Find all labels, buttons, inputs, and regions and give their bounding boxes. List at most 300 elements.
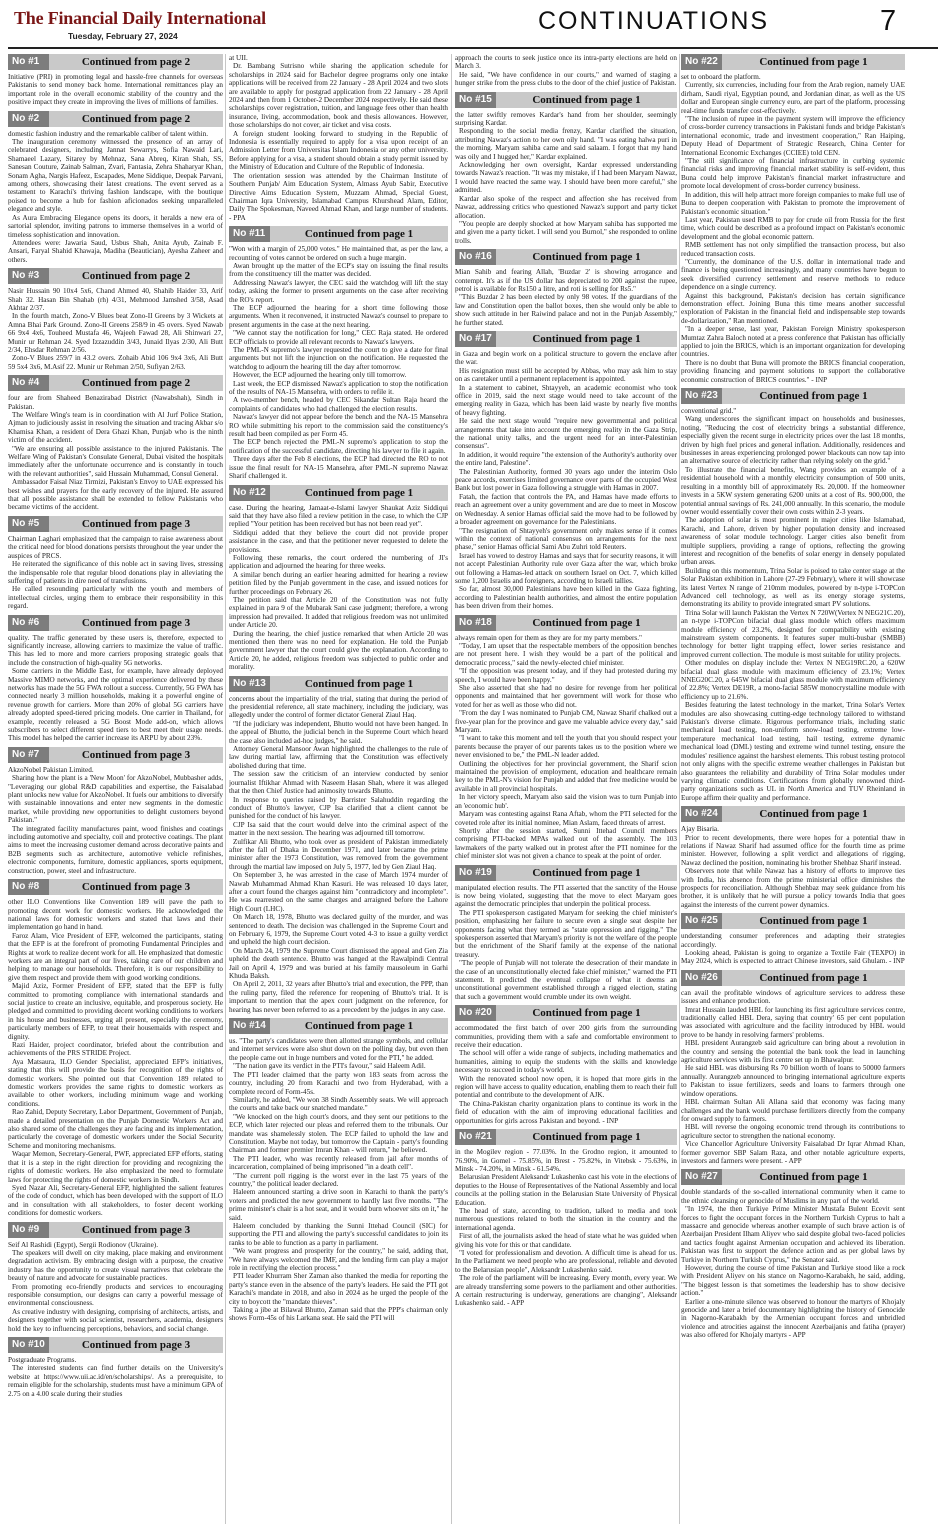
story-block xyxy=(8,375,223,512)
story-body xyxy=(681,407,905,802)
story-block xyxy=(681,54,905,384)
story-header xyxy=(8,268,223,284)
continued-from-label: Continued from page 1 xyxy=(270,226,448,242)
continued-from-label: Continued from page 1 xyxy=(722,54,905,70)
continued-from-label: Continued from page 2 xyxy=(49,54,223,70)
story-header xyxy=(229,226,448,242)
story-paragraph: Last week, the ECP dismissed Nawaz's application to stop the notification of the results of NA-15 Mansehra, with orders to refile it. xyxy=(229,379,448,397)
story-header xyxy=(8,54,223,70)
story-header xyxy=(681,1169,905,1185)
story-block xyxy=(8,54,223,107)
story-paragraph: The Welfare Wing's team is in coordination with Al Jurf Police Station, Ajman to judiciously assist in resolving the situation and tracing Akbar s/o Khamisa Khan, a resident of Dera Ghazi Khan, Punjab who is the ninth victim of the accident. xyxy=(8,411,223,445)
story-number-label: No #4 xyxy=(8,375,49,391)
continued-from-label: Continued from page 2 xyxy=(49,111,223,127)
story-header xyxy=(455,1129,677,1145)
continued-from-label: Continued from page 1 xyxy=(496,331,677,347)
story-paragraph: Addressing Nawaz's lawyer, the CEC said the watchdog will lift the stay today, asking the former to present arguments on the case after receiving the RO's report. xyxy=(229,278,448,304)
story-block xyxy=(681,1169,905,1339)
story-block xyxy=(8,1222,223,1333)
story-paragraph: Similarly, he added, "We won 38 Sindh Assembly seats. We will approach the courts and take back our snatched mandate." xyxy=(229,1095,448,1113)
story-paragraph: Acknowledging her own oversight, Kardar expressed understanding towards Nawaz's reaction. "It was my mistake, if I had been Maryam Nawaz, I would have reacted the same way. I should have been more careful," she admitted. xyxy=(455,161,677,195)
story-block xyxy=(229,1018,448,1323)
continued-from-label: Continued from page 1 xyxy=(722,1169,905,1185)
story-paragraph: conventional grid." xyxy=(681,407,737,416)
story-paragraph: Against this background, Pakistan's decision has certain significance demonstration effect. Joining Buna this time means another successful exploration of Pakistan in the financial field and indispensable step towards de-dollarization," Ran mentioned. xyxy=(681,291,905,325)
masthead-rule xyxy=(8,47,938,49)
story-block xyxy=(455,331,677,611)
story-block xyxy=(8,879,223,1217)
masthead xyxy=(8,6,938,44)
story-paragraph: HBL president Aurangzeb said agriculture can bring about a revolution in the country and sensing the potential the bank took the lead in launching agriculture services with its first centre set up in Bhawalpur. xyxy=(681,1039,905,1065)
story-paragraph: The inauguration ceremony witnessed the presence of an array of celebrated designers, including Jannat Sewarrys, Sofia Nawaid Lari, Shamaeel Lazary, Sitarey by Mehnaz, Sana Abreq, Kiran Shah, SS, Sanesan Couture, Zainab Salman, Zvari, Fantasia, Zehra Shaharyar Khan, Sonam Agha, Nargis Hafeez, Escapades, Mene Siddique, Deepak Parvani, among others, showcasing their latest creations. The event served as a testament to Karachi's thriving fashion landscape, with the boutique poised to become a hub for fashion aficionados seeking unparalleled elegance and style. xyxy=(8,138,223,214)
story-block xyxy=(229,676,448,1014)
story-paragraph: Chairman Laghari emphasized that the campaign to raise awareness about the critical need for blood donations persists throughout the year under the auspices of PRCS. xyxy=(8,534,223,560)
story-header xyxy=(681,970,905,986)
story-paragraph: Awan brought up the matter of the ECP's stay on issuing the final results from the constituency till the matter was decided. xyxy=(229,261,448,279)
story-paragraph: Attendees were: Jawaria Saud, Usbus Shah, Anita Ayub, Zainab F. Ansari, Faryal Shahid Khawaja, Madiha (Beautician), Ayesha Zaheer and others. xyxy=(8,238,223,264)
story-header xyxy=(681,388,905,404)
story-paragraph: Outlining the objectives for her provincial government, the Sharif scion maintained the provision of employment, education and healthcare remain key to the PML-N's vision for Punjab and added that free medicine would be available in all provincial hospitals. xyxy=(455,759,677,793)
story-block xyxy=(8,615,223,743)
story-body xyxy=(8,287,223,371)
story-body xyxy=(681,1188,905,1339)
continued-from-label: Continued from page 1 xyxy=(270,676,448,692)
story-number-label: No #27 xyxy=(681,1169,722,1185)
story-paragraph: The school will offer a wide range of subjects, including mathematics and humanities, aiming to equip the students with the skills and knowledge necessary to succeed in today's world. xyxy=(455,1049,677,1075)
story-block xyxy=(681,806,905,909)
story-paragraph: concerns about the impartiality of the trial, stating that during the period of the presidential reference, all state machinery, including the judiciary, was allegedly under the control of former dictator General Ziaul Haq. xyxy=(229,694,448,720)
story-body xyxy=(229,695,448,1014)
story-body xyxy=(455,54,677,88)
story-number-label: No #9 xyxy=(8,1222,49,1238)
story-paragraph: To illustrate the financial benefits, Wang provides an example of a residential household with a monthly electricity consumption of 500 units, resulting in a monthly bill of approximately Rs. 20,000. If the homeowner invests in a 5KW system generating 6200 units at a cost of Rs. 900,000, the potential annual savings of Rs. 241,000 annually. In this scenario, the module owner would essentially cover their own costs within 2-3 years. xyxy=(681,465,905,516)
story-paragraph: four are from Shaheed Benazirabad District (Nawabshah), Sindh in Pakistan. xyxy=(8,394,223,411)
story-paragraph: "This Buzdar 2 has been elected by only 98 votes. If the guardians of the law and Constitution open the ballot boxes, then she would only be able to show such attitude in her Raiwind palace and not in the Punjab Assembly," he further stated. xyxy=(455,293,677,327)
story-body xyxy=(455,1148,677,1308)
column-3 xyxy=(455,54,677,1524)
story-paragraph: Shortly after the session started, Sunni Ittehad Council members comprising PTI-backed MPAs walked out of the assembly. The 103 lawmakers of the party walked out in protest after the PTI nominee for the chief minister slot was not given a chance to speak at the point of order. xyxy=(455,826,677,861)
story-paragraph: His resignation must still be accepted by Abbas, who may ask him to stay on as caretaker until a permanent replacement is appointed. xyxy=(455,366,677,384)
story-paragraph: Zono-V Blues 259/7 in 43.2 overs. Zohaib Abid 106 9x4 3x6, Ali Butt 59 5x4 3x6, M.Asif 22. Munir ur Rehman 2/50, Sufiyan 2/63. xyxy=(8,354,223,371)
story-paragraph: Postgraduate Programs. xyxy=(8,1356,77,1364)
story-paragraph: So far, almost 30,000 Palestinians have been killed in the Gaza fighting, according to Palestinian health authorities, and almost the entire population has been driven from their homes. xyxy=(455,585,677,611)
story-body xyxy=(8,766,223,875)
story-paragraph: Vice Chancellor Agriculture University Faisalabad Dr Iqrar Ahmad Khan, former governor SBP Salam Raza, and other notable agriculture experts, investors and farmers were present. - APP xyxy=(681,1140,905,1165)
story-paragraph: Observers note that while Nawaz has a history of efforts to improve ties with India, his absence from the prime ministerial office diminishes the prospects for reconciliation. Although Shehbaz may seek guidance from his brother, it is unlikely that he will pursue a policy towards India that goes against the interests of the current power dynamics. xyxy=(681,867,905,909)
story-paragraph: Looking ahead, Pakistan is going to organize a Textile Fair (TEXPO) in May 2024, which is expected to attract Chinese investors, said Ghulam. - INP xyxy=(681,949,905,966)
story-paragraph: "The current poll rigging is the worst ever in the last 75 years of the country," the political leader declared. xyxy=(229,1171,448,1188)
story-paragraph: Sharing how the plant is a 'New Moon' for AkzoNobel, Mubbasher adds, "Leveraging our global R&D capabilities and expertise, the Faisalabad plant unlocks new value for AkzoNobel. It fuels our ambitions to diversify with sustainable innovations and enter new segments in the domestic market, while providing new opportunities to delight customers beyond Pakistan." xyxy=(8,774,223,825)
story-paragraph: Syed Nazar Ali, Secretary-General EFP, highlighted the salient features of the code of conduct, which has been developed with the support of ILO and in consultation with all stakeholders, to foster decent working conditions for domestic workers. xyxy=(8,1183,223,1218)
story-paragraph: In addition, it would require "the extension of the Authority's authority over the entire land, Palestine". xyxy=(455,450,677,468)
story-block xyxy=(681,388,905,802)
column-divider xyxy=(451,54,452,1524)
story-paragraph: domestic fashion industry and the remarkable caliber of talent within. xyxy=(8,129,208,138)
story-paragraph: "Currently, the dominance of the U.S. dollar in international trade and finance is being questioned increasingly, and many countries have begun to seek diversified currency settlement and reserve methods to reduce dependence on a single currency. xyxy=(681,257,905,292)
story-paragraph: The PML-N supremo's lawyer requested the court to give a date for final arguments but not lift the injunction on the notification. He requested the watchdog to adjourn the hearing till the day after tomorrow. xyxy=(229,346,448,371)
story-number-label: No #15 xyxy=(455,92,496,108)
story-paragraph: He called resounding particularly with the youth and members of intellectual circles, urging them to embrace their responsibility in this regard. xyxy=(8,585,223,611)
story-paragraph: The China-Pakistan charity organization plans to continue its work in the field of education with the aim of improving educational facilities and opportunities for girls across Pakistan and beyond. - INP xyxy=(455,1099,677,1125)
story-block xyxy=(8,268,223,371)
story-paragraph: Siddiqui added that they believe the court did not provide proper assistance in the case, and that the petitioner never requested to delete the provisions. xyxy=(229,528,448,554)
continued-from-label: Continued from page 1 xyxy=(496,1005,677,1021)
story-body xyxy=(455,350,677,611)
story-paragraph: In her victory speech, Maryam also said the vision was to turn Punjab into an 'economic hub'. xyxy=(455,793,677,810)
continued-from-label: Continued from page 2 xyxy=(49,375,223,391)
story-paragraph: He reiterated the significance of this noble act in saving lives, stressing the indispensable role that regular blood donations play in alleviating the suffering of patients in dire need of transfusions. xyxy=(8,560,223,585)
story-paragraph: HBL chairman Sultan Ali Allana said that economy was facing many challenges and the bank would purchase fertilizers directly from the company for onward supply to farmers. xyxy=(681,1098,905,1123)
story-body xyxy=(455,1024,677,1125)
continued-from-label: Continued from page 3 xyxy=(49,747,223,763)
story-header xyxy=(681,913,905,929)
continued-from-label: Continued from page 3 xyxy=(49,516,223,532)
story-block xyxy=(455,615,677,861)
story-block xyxy=(455,249,677,327)
story-paragraph: Israel has vowed to destroy Hamas and says that for security reasons, it will not accept Palestinian Authority rule over Gaza after the war, which broke out following a Hamas-led attack on southern Israel on Oct. 7, which killed some 1,200 Israelis and foreigners, according to Israeli tallies. xyxy=(455,551,677,585)
story-number-label: No #18 xyxy=(455,615,496,631)
story-header xyxy=(8,615,223,631)
story-block xyxy=(681,913,905,966)
story-block xyxy=(229,226,448,480)
story-paragraph: Seif Al Rashidi (Egypt), Sergii Rodionov (Ukraine). xyxy=(8,1240,158,1249)
story-paragraph: Prior to recent developments, there were hopes for a potential thaw in relations if Nawaz Sharif had assumed office for the fourth time as prime minister. However, following a split verdict and allegations of rigging, Nawaz declined the position, nominating his brother Shehbaz Sharif instead. xyxy=(681,833,905,867)
story-paragraph: First of all, the journalists asked the head of state what he was guided when giving his vote for this or that candidate. xyxy=(455,1232,677,1249)
story-paragraph: Aya Matsaura, ILO Gender Specialist, appreciated EFP's initiatives, stating that this will provide the basis for recognition of the rights of domestic workers. She pointed out that Convention 189 related to domestic workers provides the same rights to domestic workers as available to other workers, including minimum wage and working conditions. xyxy=(8,1057,223,1108)
story-number-label: No #3 xyxy=(8,268,49,284)
story-paragraph: On September 3, he was arrested in the case of March 1974 murder of Nawab Muhammad Ahmad Khan Kasuri. He was released 10 days later, after a court found the charges against him "contradictory and incomplete". He was rearrested on the same charges and arraigned before the Lahore High Court (LHC). xyxy=(229,871,448,913)
story-paragraph: Haleem announced starting a drive soon in Karachi to thank the party's voters and predicted the new government to hardly last five months. "The prime minister's chair is a hot seat, and it would burn whoever sits on it," he said. xyxy=(229,1188,448,1222)
story-block xyxy=(681,970,905,1166)
story-body xyxy=(8,1241,223,1333)
continued-from-label: Continued from page 3 xyxy=(49,615,223,631)
story-paragraph: "If the opposition was present today, and if they had protested during my speech, I would have been happy." xyxy=(455,667,677,684)
continued-from-label: Continued from page 1 xyxy=(496,249,677,265)
story-header xyxy=(455,615,677,631)
story-paragraph: The petition said that Article 20 of the Constitution was not fully explained in para 9 of the Mubarak Sani case judgment; therefore, a wrong impression had prevailed. It added that religious freedom was not unlimited under Article 20. xyxy=(229,595,448,630)
story-paragraph: "If the judiciary was independent, Bhutto would not have been hanged. In the appeal of Bhutto, the judicial bench in the Supreme Court which heard the case also included ad-hoc judges," he said. xyxy=(229,719,448,745)
story-paragraph: He said HBL was disbursing Rs 70 billion worth of loans to 50000 farmers annually. Aurangzeb announced to bringing international agriculture experts to Pakistan to issue fertilizers, seeds and loans to farmers through one window operations. xyxy=(681,1064,905,1098)
story-paragraph: other ILO Conventions like Convention 189 will pave the path to promoting decent work for domestic workers. He acknowledged the national laws for domestic workers and stated that laws and their implementation go hand in hand. xyxy=(8,898,223,932)
story-paragraph: Attorney General Mansoor Awan highlighted the challenges to the rule of law during martial law, affirming that the Constitution was effectively abolished during that time. xyxy=(229,745,448,770)
story-header xyxy=(681,54,905,70)
story-block xyxy=(455,865,677,1002)
story-number-label: No #6 xyxy=(8,615,49,631)
story-number-label: No #23 xyxy=(681,388,722,404)
story-paragraph: Trina Solar will launch Pakistan the Vertex N 720W(Vertex N NEG21C.20), an n-type i-TOPCon bifacial dual glass module which offers maximum module efficiency of 23.2%, designed for compatibility with existing mainstream system components. It features super multi-busbar (SMBB) technology for better light trapping effect, lower series resistance and improved current collection. The module is most suitable for utility projects. xyxy=(681,608,905,659)
story-paragraph: can avail the profitable windows of agriculture services to address these issues and enhance production. xyxy=(681,988,905,1006)
story-paragraph: With the renovated school now open, it is hoped that more girls in the region will have access to quality education, enabling them to reach their full potential and contribute to the development of AJK. xyxy=(455,1074,677,1100)
story-paragraph: Faroz Alam, Vice President of EFP, welcomed the participants, stating that the EFP is at the forefront of promoting Fundamental Principles and Rights at work to realize decent work for all. He emphasized that domestic workers are an integral part of our lives, taking care of our children and helping to manage our households. Therefore, it is our responsibility to give them respect and provide them with good working conditions. xyxy=(8,931,223,982)
story-paragraph: Belarusian President Aleksandr Lukashenko cast his vote in the elections of deputies to the House of Representatives of the National Assembly and local councils at the polling station in the Belarusian State University of Physical Education. xyxy=(455,1173,677,1207)
story-paragraph: Majid Aziz, Former President of EFP, stated that the EFP is fully committed to promoting compliance with international standards and social justice to create an inclusive, equitable, and prosperous society. He pledged and committed to providing decent working conditions to workers in his house and businesses, urging all present, especially the ceremony, particularly members of EFP, to treat their housemaids with respect and dignity. xyxy=(8,982,223,1041)
story-paragraph: As creative industry with designing, comprising of architects, artists, and designers together with social scientist, researchers, academia, designers hold the key to influencing perceptions, behaviors, and social change. xyxy=(8,1307,223,1333)
continued-from-label: Continued from page 1 xyxy=(496,615,677,631)
story-paragraph: in the Mogilev region - 77.03%. In the Grodno region, it amounted to 76.90%, in Gomel - 75.85%, in Brest - 75.82%, in Vitebsk - 75.63%, in Minsk - 74.20%, in Minsk - 61.54%. xyxy=(455,1148,677,1173)
story-paragraph: A two-member bench, headed by CEC Sikandar Sultan Raja heard the complaints of candidates who had challenged the election results. xyxy=(229,396,448,413)
column-divider xyxy=(679,54,680,1524)
story-paragraph: Zulfikar Ali Bhutto, who took over as president of Pakistan immediately after the fall of Dhaka in December 1971, and later became the prime minister after the 1973 Constitution, was removed from the government through the martial law imposed on July 5, 1977, led by Gen Ziaul Haq. xyxy=(229,837,448,871)
story-paragraph: During the hearing, the chief justice remarked that when Article 20 was mentioned then there was no need for explanation. He told the Punjab government lawyer that the court could give the explanation. According to Article 20, he added, religious freedom was subjected to public order and morality. xyxy=(229,629,448,672)
story-number-label: No #25 xyxy=(681,913,722,929)
story-paragraph: set to onboard the platform. xyxy=(681,73,761,81)
story-number-label: No #26 xyxy=(681,970,722,986)
story-paragraph: However, the ECP adjourned the hearing only till tomorrow. xyxy=(233,371,407,380)
story-paragraph: The PTI leader, who was recently released from jail after months of incarceration, complained of being imprisoned "in a death cell". xyxy=(229,1154,448,1172)
page-number: 7 xyxy=(880,5,897,37)
story-paragraph: There is no doubt that Buna will promote the BRICS financial cooperation, providing financing and payment solutions to support the collaborative economic construction of BRICS countries." - INP xyxy=(681,358,905,384)
story-paragraph: "The nation gave its verdict in the PTI's favour," said Haleem Adil. xyxy=(233,1062,426,1071)
story-paragraph: The interested students can find further details on the University's website at https://www.uii.ac.id/en/scholarships/. As a prerequisite, to remain eligible for the scholarship, students must have a minimum GPA of 2.75 on a 4.00 scale during their studies xyxy=(8,1364,223,1398)
story-number-label: No #14 xyxy=(229,1018,270,1034)
story-header xyxy=(8,1337,223,1353)
continued-from-label: Continued from page 1 xyxy=(496,1129,677,1145)
story-paragraph: Nasir Hussain 90 10x4 5x6, Chand Ahmed 40, Shahib Haider 33, Arif Shah 32. Hasan Bin Shahab (rh) 4/31, Mehmood Jamshed 3/58, Asad Akhtar 2/37. xyxy=(8,287,223,312)
story-header xyxy=(8,1222,223,1238)
story-number-label: No #2 xyxy=(8,111,49,127)
story-block xyxy=(8,1337,223,1398)
column-1 xyxy=(8,54,223,1524)
story-paragraph: Initiative (PRI) in promoting legal and hassle-free channels for overseas Pakistanis to send money back home. International remittances play an important role in the overall economic stability of the country and the positive impact they create in improving the lives of millions of families. xyxy=(8,73,223,107)
story-number-label: No #24 xyxy=(681,806,722,822)
story-body xyxy=(229,54,448,222)
story-paragraph: On March 24, 1979 the Supreme Court dismissed the appeal and Gen Zia upheld the death sentence. Bhutto was hanged at the Rawalpindi Central Jail on April 4, 1979 and was buried at his family mausoleum in Garhi Khuda Baksh. xyxy=(229,946,448,981)
story-paragraph: The speakers will dwell on city making, place making and environment degradation activism. By embracing design with a purpose, the creative industry has the opportunity to create visual narratives that celebrate the beauty of nature and advocate for sustainable practices. xyxy=(8,1248,223,1283)
story-paragraph: "I voted for professionalism and devotion. A difficult time is ahead for us. In the Parliament we need people who are professional, reliable and devoted to the Belarusian people", Aleksandr Lukashenko said. xyxy=(455,1248,677,1274)
story-paragraph: He said the next stage would "require new governmental and political arrangements that take into account the emerging reality in the Gaza Strip, the national unity talks, and the urgent need for an inter-Palestinian consensus". xyxy=(455,417,677,451)
story-paragraph: He said, "We have confidence in our courts," and warned of staging a hunger strike from the press clubs to the door of the chief justice of Pakistan. xyxy=(455,70,677,88)
story-paragraph: Ambassador Faisal Niaz Tirmizi, Pakistan's Envoy to UAE expressed his best wishes and prayers for the early recovery of the injured. He assured that all possible assistance shall be extended to fellow Pakistanis who became victims of the accident. xyxy=(8,478,223,512)
continued-from-label: Continued from page 2 xyxy=(49,268,223,284)
story-paragraph: case. During the hearing, Jamaat-e-Islami lawyer Shaukat Aziz Siddiqui said that they have also filed a review petition in the case, to which the CJP replied "Your petition has been received but has not been read yet". xyxy=(229,503,448,529)
continued-from-label: Continued from page 1 xyxy=(722,913,905,929)
story-paragraph: at UII. xyxy=(229,54,248,62)
story-paragraph: On April 2, 2011, 32 years after Bhutto's trial and execution, the PPP, than the ruling party, filed the reference for reopening of Bhutto's trial. It is important to mention that the apex court judgment on the reference, for hearing has never been referred to as a precedent by the judges in any case. xyxy=(229,980,448,1014)
newspaper-name: The Financial Daily International xyxy=(14,8,266,28)
story-paragraph: Earlier a one-minute silence was observed to honour the martyrs of Khojaly genocide and later a brief documentary highlighting the history of Genocide in Nagorno-Karabakh by the Armenian occupant forces and unbridled violence and atrocities against the innocent Azerbaijanis and fatiha (prayer) was also offered for Khojaly martyrs - APP xyxy=(681,1297,905,1340)
story-paragraph: A similar bench during an earlier hearing admitted for hearing a review petition filed by the Punjab government in the case, and issued notices for further proceedings on February 26. xyxy=(229,570,448,596)
story-paragraph: RMB settlement has not only simplified the transaction process, but also reduced transaction costs. xyxy=(681,241,905,258)
story-paragraph: The adoption of solar is most prominent in major cities like Islamabad, Karachi, and Lahore, driven by higher population density and increased awareness of solar module technology. Larger cities also benefit from multiple suppliers, providing a range of options, reflecting the growing interest and recognition of the benefits of solar energy in densely populated urban areas. xyxy=(681,516,905,567)
story-body xyxy=(455,268,677,327)
story-paragraph: Currently, six currencies, including four from the Arab region, namely UAE dirham, Saudi riyal, Egyptian pound, and Jordanian dinar, as well as the US dollar and European single currency euro, are part of the platform, processing real-time funds transfer cost-effectively. xyxy=(681,81,905,115)
story-paragraph: the latter swiftly removes Kardar's hand from her shoulder, seemingly surprising Kardar. xyxy=(455,110,677,128)
story-paragraph: double standards of the so-called international community when it came to the ethnic cleansing or genocide of Muslims in any part of the world. xyxy=(681,1188,905,1205)
story-body xyxy=(681,989,905,1166)
story-body xyxy=(229,504,448,672)
story-block xyxy=(455,54,677,88)
story-header xyxy=(455,865,677,881)
story-number-label: No #1 xyxy=(8,54,49,70)
story-paragraph: Imrat Hussain lauded HBL for launching its first agriculture services centre, traditionally called HBL Dera, saying that country' 65 per cent population was associated with agriculture and the facility introduced by HBL would prove to be handy in resolving farmers' problems. xyxy=(681,1005,905,1039)
story-paragraph: accommodated the first batch of over 200 girls from the surrounding communities, providing them with a safe and comfortable environment to receive their education. xyxy=(455,1024,677,1050)
story-paragraph: "We knocked on the high court's doors, and they sent our petitions to the ECP, which later rejected our pleas and referred them to the tribunals. Our mandate was shamelessly stolen. The ECP failed to uphold the law and Constitution. Maybe not today, but tomorrow the Captain - party's founding chairman and former premier Imran Khan - will return," he believed. xyxy=(229,1112,448,1155)
story-paragraph: She also asserted that she had no desire for revenge from her political opponents and maintained that her government will work for those who voted for her as well as those who did not. xyxy=(455,684,677,709)
continued-from-label: Continued from page 3 xyxy=(49,879,223,895)
story-paragraph: Responding to the social media frenzy, Kardar clarified the situation, attributing Nawaz's action to her own oily hand. "I was eating halwa puri in the morning. Maryam sahiba came and said salaam. I forgot that my hand was oily and I hugged her," Kardar explained. xyxy=(455,127,677,161)
story-paragraph: "The resignation of Shtayyeh's government only makes sense if it comes within the context of national consensus on arrangements for the next phase," senior Hamas official Sami Abu Zuhri told Reuters. xyxy=(455,526,677,552)
continued-from-label: Continued from page 1 xyxy=(270,1018,448,1034)
story-paragraph: Nawaz's lawyer did not appear before the bench and the NA-15 Mansehra RO while submitting his report to the commission said the constituency's result had been compiled as per Form 45. xyxy=(229,413,448,439)
story-number-label: No #10 xyxy=(8,1337,49,1353)
story-body xyxy=(455,111,677,246)
story-paragraph: The ECP adjourned the hearing for a short time following those arguments. When it reconvened, it instructed Nawaz's counsel to prepare to present arguments in the case at the next hearing. xyxy=(229,303,448,329)
story-paragraph: Mian Sahib and fearing Allah, 'Buzdar 2' is showing arrogance and contempt. It's as if the US dollar has depreciated to 200 against the rupee, petrol is available for Rs150 a litre, and roti is selling for Rs5." xyxy=(455,268,677,293)
story-number-label: No #12 xyxy=(229,485,270,501)
story-paragraph: Waqar Memon, Secretary-General, PWF, appreciated EFP efforts, stating that it is a step in the right direction for providing and recognizing the rights of domestic workers. He also emphasized the need to formulate laws for protecting the rights of domestic workers in Sindh. xyxy=(8,1150,223,1184)
story-paragraph: "From the day I was nominated to Punjab CM, Nawaz Sharif chalked out a five-year plan for the province and gave me valuable advice every day," said Maryam. xyxy=(455,709,677,735)
story-block xyxy=(8,516,223,611)
story-number-label: No #5 xyxy=(8,516,49,532)
story-body xyxy=(681,932,905,966)
story-paragraph: Last year, Pakistan used RMB to pay for crude oil from Russia for the first time, which could be described as a profound impact on Pakistan's economic development and the global economic pattern. xyxy=(681,215,905,241)
story-paragraph: "Won with a margin of 25,000 votes." He maintained that, as per the law, a recounting of votes cannot be ordered on such a huge margin. xyxy=(229,245,448,262)
story-paragraph: A foreign student looking forward to studying in the Republic of Indonesia is essentially required to apply for a visa upon receipt of an Admission Letter from Universitas Islam Indonesia or any other university. Before applying for a visa, a student should obtain a study permit issued by the Ministry of Education and Culture of the Republic of Indonesia. xyxy=(229,129,448,172)
story-body xyxy=(229,245,448,480)
story-block xyxy=(455,92,677,246)
story-body xyxy=(8,1356,223,1398)
story-paragraph: Some carriers in the Middle East, for example, have already deployed Massive MIMO networks, and the optimal experience delivered by these networks has made the 5G FWA rollout a success. Currently, 5G FWA has connected nearly 3 million households, making it a powerful engine of revenue growth for carriers. More than 20% of global 5G carriers have already adopted speed-tiered pricing models. One carrier in Thailand, for example, recently released a 5G Boost Mode add-on, which allows subscribers to select different speed tiers to best meet their usage needs. This model has helped the carrier increase its ARPU by about 23%. xyxy=(8,667,223,743)
story-body xyxy=(8,394,223,512)
story-body xyxy=(455,634,677,861)
story-paragraph: "We are ensuring all possible assistance to the injured Pakistanis. The Welfare Wing of Pakistan's Consulate General, Dubai visited the hospitals immediately after the unfortunate occurrence and is constantly in touch with the relevant authorities", said Hussain Muhammad, Consul General. xyxy=(8,444,223,478)
story-header xyxy=(455,1005,677,1021)
continued-from-label: Continued from page 1 xyxy=(496,865,677,881)
story-paragraph: Maryam was contesting against Rana Aftab, whom the PTI selected for the coveted role after its initial nominee, Mian Aslam, faced threats of arrest. xyxy=(455,810,677,827)
continued-from-label: Continued from page 3 xyxy=(49,1337,223,1353)
story-header xyxy=(455,331,677,347)
story-paragraph: As Aura Embracing Elegance opens its doors, it heralds a new era of sartorial splendor, inviting patrons to immerse themselves in a world of timeless sophistication and innovation. xyxy=(8,213,223,239)
story-paragraph: The session saw the criticism of an interview conducted by senior journalist Iftikhar Ahmad with Naseem Hasan Shah, where it was alleged that the then Chief Justice had animosity towards Bhutto. xyxy=(229,770,448,796)
issue-date: Tuesday, February 27, 2024 xyxy=(68,31,178,41)
story-paragraph: "You people are deeply shocked at how Maryam sahiba has supported me and given me a party ticket. I will send you Burnol," she responded to online trolls. xyxy=(455,219,677,245)
story-header xyxy=(8,111,223,127)
story-block xyxy=(455,1129,677,1308)
story-body xyxy=(8,898,223,1217)
story-body xyxy=(455,884,677,1002)
story-paragraph: Besides featuring the latest technology in the market, Trina Solar's Vertex modules are also showcasing cutting-edge technology tailored to withstand Pakistan's diverse climate. Rigorous performance trials, including static mechanical load testing, non-uniform snow-load testing, extreme low-temperature mechanical load testing, hail testing, extreme dynamic mechanical load (DML) testing and extreme wind tunnel testing, ensure the modules' resilience against the harshest elements. This robust testing protocol not only aligns with the specific extreme weather challenges in Pakistan but also guarantees the reliability and durability of Trina Solar modules under varying climatic conditions. Certifications from globally renowned third-party organizations such as UL in North America and TUV Rheinland in Europe affirm their quality and performance. xyxy=(681,701,905,802)
story-body xyxy=(8,535,223,611)
story-paragraph: "Today, I am upset that the respectable members of the opposition benches are not present here. I wish they would be a part of the political and democratic process," said the newly-elected chief minister. xyxy=(455,641,677,667)
story-paragraph: Wang underscores the significant impact on households and businesses, noting, "Reducing the cost of electricity brings a substantial difference, especially given the recent surge in electricity prices over the last 18 months, driven by high fuel prices and general inflation. Additionally, residences and businesses in areas experiencing prolonged power blackouts can now tap into an alternative source of electricity rather than relying solely on the grid." xyxy=(681,415,905,466)
story-block xyxy=(455,1005,677,1125)
story-header xyxy=(229,1018,448,1034)
continued-from-label: Continued from page 1 xyxy=(722,970,905,986)
story-header xyxy=(229,485,448,501)
story-block xyxy=(8,111,223,265)
story-number-label: No #13 xyxy=(229,676,270,692)
story-header xyxy=(8,375,223,391)
column-2 xyxy=(229,54,448,1524)
column-4 xyxy=(681,54,905,1524)
story-paragraph: quality. The traffic generated by these users is, therefore, expected to significantly increase, allowing carriers to maximize the value of traffic. This has led to more and more carriers proposing strategic goals that include the construction of high-quality 5G networks. xyxy=(8,633,223,667)
story-paragraph: The integrated facility manufactures paint, wood finishes and coatings including automotive and specialty, coil and protective coatings. The plant aims to meet the increasing customer demand across decorative paints and B2B segments such as architecture, automotive vehicle refinishes, electronic components, furniture, domestic appliances, sports equipment, construction, power, steel and infrastructure. xyxy=(8,824,223,875)
story-paragraph: From promoting eco-friendly products and services to encouraging responsible consumption, our designs can carry a powerful message of environmental consciousness. xyxy=(8,1282,223,1308)
story-paragraph: Razi Haider, project coordinator, briefed about the contribution and achievements of the PRS STRIDE Project. xyxy=(8,1041,223,1058)
story-paragraph: approach the courts to seek justice once its intra-party elections are held on March 3. xyxy=(455,54,677,71)
story-paragraph: The head of state, according to tradition, talked to media and took numerous questions related to both the situation in the country and the international agenda. xyxy=(455,1206,677,1232)
story-paragraph: "In a deeper sense, last year, Pakistan Foreign Ministry spokesperson Mumtaz Zahra Baloch noted at a press conference that Pakistan has officially applied to join the BRICS, which is an important organization for developing countries. xyxy=(681,325,905,359)
story-block xyxy=(229,54,448,222)
story-body xyxy=(8,634,223,743)
story-paragraph: PTI leader Khurram Sher Zaman also thanked the media for reporting the party's stance even in the absence of the party's leaders. He said the PTI got Karachi's mandate in 2018, and also in 2024 as he urged the people of the city to boycott the "mandate thieves". xyxy=(229,1272,448,1306)
story-paragraph: The Palestinian Authority, formed 30 years ago under the interim Oslo peace accords, exercises limited governance over parts of the occupied West Bank but lost power in Gaza following a struggle with Hamas in 2007. xyxy=(455,467,677,493)
story-paragraph: us. "The party's candidates were then allotted strange symbols, and cellular and internet services were also shut down on the polling day, but even then the people came out in huge numbers and voted for the PTI," he added. xyxy=(229,1037,448,1062)
story-body xyxy=(229,1037,448,1323)
story-number-label: No #21 xyxy=(455,1129,496,1145)
story-number-label: No #22 xyxy=(681,54,722,70)
story-paragraph: Other modules on display include the: Vertex N NEG19RC.20, a 620W bifacial dual glass module with maximum efficiency of 23.1%; Vertex NNEG20C.20, a 645W bifacial dual glass module with maximum efficiency of 22.8%; Vertex DE19R, a mono-facial 585W monocrystalline module with efficiency up to 21.6%. xyxy=(681,659,905,701)
story-paragraph: Dr. Bambang Sutrisno while sharing the application schedule for scholarships in 2024 said for Bachelor degree programs only one intake applications will be received from 22 January - 28 April 2024 and two slots are available to apply for postgrad application from 22 January - 28 April 2024 and then from 1 October-2 December 2024 respectively. He said these scholarships cover registration, tuition, and language fees other than health insurance, living, accommodation, book and thesis allowances. However, those scholarships do not cover, air ticket and visa costs. xyxy=(229,62,448,130)
story-paragraph: However, during the course of time Pakistan and Turkiye stood like a rock with President Aliyev on his stance on Nagorno-Karabakh, he said, adding, "The biggest lesson is that sometimes the leadership has to show decisive action." xyxy=(681,1264,905,1298)
story-paragraph: The PTI leader claimed that the party won 183 seats from across the country, including 20 from Karachi and two from Hyderabad, with a complete record of Form-45s. xyxy=(229,1070,448,1096)
story-header xyxy=(8,747,223,763)
story-paragraph: The role of the parliament will be increasing. Every month, every year. We are already transferring some powers to the parliament and other authorities. A certain restructuring is underway, generations are changing", Aleksandr Lukashenko said. - APP xyxy=(455,1274,677,1308)
story-number-label: No #20 xyxy=(455,1005,496,1021)
story-paragraph: "We want progress and prosperity for the country," he said, adding that, "We have always welcomed the IMF, and the lending firm can play a major role in rectifying the election process." xyxy=(229,1247,448,1273)
story-body xyxy=(681,73,905,384)
story-paragraph: "The still significance of financial infrastructure in curbing systemic financial risks and improving financial market stability is self-evident, thus Buna could help improve Pakistan's financial market infrastructure and promote local development of cross-border currency business. xyxy=(681,157,905,191)
story-paragraph: In a statement to cabinet, Shtayyeh, an academic economist who took office in 2019, said the next stage would need to take account of the emerging reality in Gaza, which has been laid waste by nearly five months of heavy fighting. xyxy=(455,383,677,417)
story-paragraph: In response to queries raised by Barrister Salahuddin regarding the conduct of Bhutto's lawyer, CJP Isa clarified that a client cannot be punished for the conduct of his lawyer. xyxy=(229,795,448,821)
story-header xyxy=(455,249,677,265)
story-block xyxy=(229,485,448,672)
story-paragraph: The orientation session was attended by the Chairman Institute of Southern Punjab/ Aim Education System, Almass Ayub Sabir, Executive Directive Aims Education System, Muzzam Ahmad, Special Guest, Chairman Iqra University, Islamabad Campus Khurshead Alam, Editor, Daily The Spokesman, Naveed Ahmad Khan, and large number of students. - PPA xyxy=(229,171,448,222)
story-paragraph: Following these remarks, the court ordered the numbering of JI's application and adjourned the hearing for three weeks. xyxy=(229,553,448,571)
section-title: CONTINUATIONS xyxy=(538,7,770,35)
continued-from-label: Continued from page 1 xyxy=(270,485,448,501)
story-paragraph: "In 1974, the then Turkiye Prime Minister Mustafa Bulent Ecevit sent forces to fight the occupant forces in the Northern Turkish Cyprus to halt a massacre and genocide whereas another example of such brave action is of Azerbaijan President Ilham Aliyev who said despite global two-faced policies and tactics fought against Armenian occupation and achieved its liberation. Pakistan was first to support the defence action and as per global laws by Turkiye in Northern Turkish Cyprus," the Senator said. xyxy=(681,1205,905,1264)
story-paragraph: Building on this momentum, Trina Solar is poised to take center stage at the Solar Pakistan exhibition in Lahore (27-29 February), where it will showcase its latest Vertex N range of 210mm modules, powered by n-type i-TOPCon Advanced cell technology, as well as its energy storage systems, demonstrating its ability to provide integrated smart PV solutions. xyxy=(681,566,905,609)
story-paragraph: "The inclusion of rupee in the payment system will improve the efficiency of cross-border currency transactions in Pakistani funds and bridge Pakistan's international economic, trade and investment cooperation," Ran Haiping, Deputy Head of Department of Strategic Research, China Center for International Economic Exchanges (CCIEE) told CEN. xyxy=(681,115,905,157)
story-header xyxy=(681,806,905,822)
story-number-label: No #11 xyxy=(229,226,270,242)
story-number-label: No #8 xyxy=(8,879,49,895)
continued-from-label: Continued from page 3 xyxy=(49,1222,223,1238)
story-number-label: No #17 xyxy=(455,331,496,347)
story-number-label: No #16 xyxy=(455,249,496,265)
story-block xyxy=(8,747,223,875)
story-paragraph: CJP Isa said that the court would delve into the criminal aspect of the matter in the next session. The hearing was adjourned till tomorrow. xyxy=(229,820,448,838)
story-paragraph: On March 18, 1978, Bhutto was declared guilty of the murder, and was sentenced to death. The decision was challenged in the Supreme Court and on February 6, 1979, the Supreme Court voted 4-3 to issue a guilty verdict and upheld the high court decision. xyxy=(229,913,448,947)
story-header xyxy=(8,879,223,895)
story-header xyxy=(229,676,448,692)
story-paragraph: Kardar also spoke of the respect and affection she has received from Nawaz, addressing critics who questioned Nawaz's support and party ticket allocation. xyxy=(455,194,677,220)
story-paragraph: Haleem concluded by thanking the Sunni Ittehad Council (SIC) for supporting the PTI and allowing the party's successful candidates to join its ranks to be able to function as a party in parliament. xyxy=(229,1222,448,1247)
story-paragraph: The PTI spokesperson castigated Maryam for seeking the chief minister's position, emphasizing her failure to secure even a single seat despite her opponents facing what they termed as "state oppression and rigging." The spokesperson asserted that Maryam's priority is not the welfare of the people but the enrichment of the Sharif family at the expense of the national treasury. xyxy=(455,908,677,959)
column-divider xyxy=(225,54,226,1524)
story-paragraph: "The people of Punjab will not tolerate the desecration of their mandate in the case of an unconstitutionally elected fake chief minister," warned the PTI statement. It predicted the eventual collapse of what it deems an unconstitutional government established through a rigged election, stating that such a government would crumble under its own weight. xyxy=(455,959,677,1001)
story-paragraph: "I want to take this moment and tell the youth that you should respect your parents because the prayer of our parents takes us to the position where we never envisioned to be," the PML-N leader added. xyxy=(455,734,677,760)
story-paragraph: in Gaza and begin work on a political structure to govern the enclave after the war. xyxy=(455,349,677,367)
continued-from-label: Continued from page 1 xyxy=(722,388,905,404)
story-paragraph: Taking a jibe at Bilawal Bhutto, Zaman said that the PPP's chairman only shows Form-45s of his Larkana seat. He said the PTI will xyxy=(229,1306,448,1323)
story-paragraph: In the fourth match, Zono-V Blues beat Zono-II Greens by 3 Wickets at Amna Bhai Park Ground. Zono-II Greens 258/9 in 45 overs. Syed Nawab 66 9x4 4x6, Touheed Mustafa 46, Wajeeh Fawad 28, Ali Shinwari 27, Munir ur Rehman 24. Syed Izzazuddin 3/43, Junaid Ilyas 2/30, Ali Butt 2/34, Ehsdar Rehman 2/56. xyxy=(8,312,223,354)
story-number-label: No #19 xyxy=(455,865,496,881)
story-paragraph: understanding consumer preferences and adapting their strategies accordingly. xyxy=(681,932,905,949)
story-body xyxy=(8,130,223,265)
story-paragraph: AkzoNobel Pakistan Limited. xyxy=(8,765,94,774)
story-paragraph: Ajay Bisaria. xyxy=(681,825,719,834)
story-paragraph: Fatah, the faction that controls the PA, and Hamas have made efforts to reach an agreement over a unity government and are due to meet in Moscow on Wednesday. A senior Hamas official said the move had to be followed by a broader agreement on governance for the Palestinians. xyxy=(455,492,677,527)
story-paragraph: "We cannot stay the notification for long," CEC Raja stated. He ordered ECP officials to provide all relevant records to Nawaz's lawyers. xyxy=(229,329,448,346)
story-number-label: No #7 xyxy=(8,747,49,763)
story-body xyxy=(681,825,905,909)
story-paragraph: Rao Zahid, Deputy Secretary, Labor Department, Government of Punjab, made a detailed presentation on the Punjab Domestic Workers Act and also shared some of the challenges they are facing and its implementation, particularly the coverage of domestic workers under the Social Security Scheme and monitoring mechanisms. xyxy=(8,1108,223,1150)
story-paragraph: In addition, this will help attract more foreign companies to make full use of Buna to deepen cooperation with Pakistan to promote the improvement of Pakistan's economic situation." xyxy=(681,190,905,216)
story-paragraph: HBL will reverse the ongoing economic trend through its contributions to agriculture sector to strengthen the national economy. xyxy=(681,1123,905,1140)
story-paragraph: always remain open for them as they are for my party members." xyxy=(455,633,642,642)
